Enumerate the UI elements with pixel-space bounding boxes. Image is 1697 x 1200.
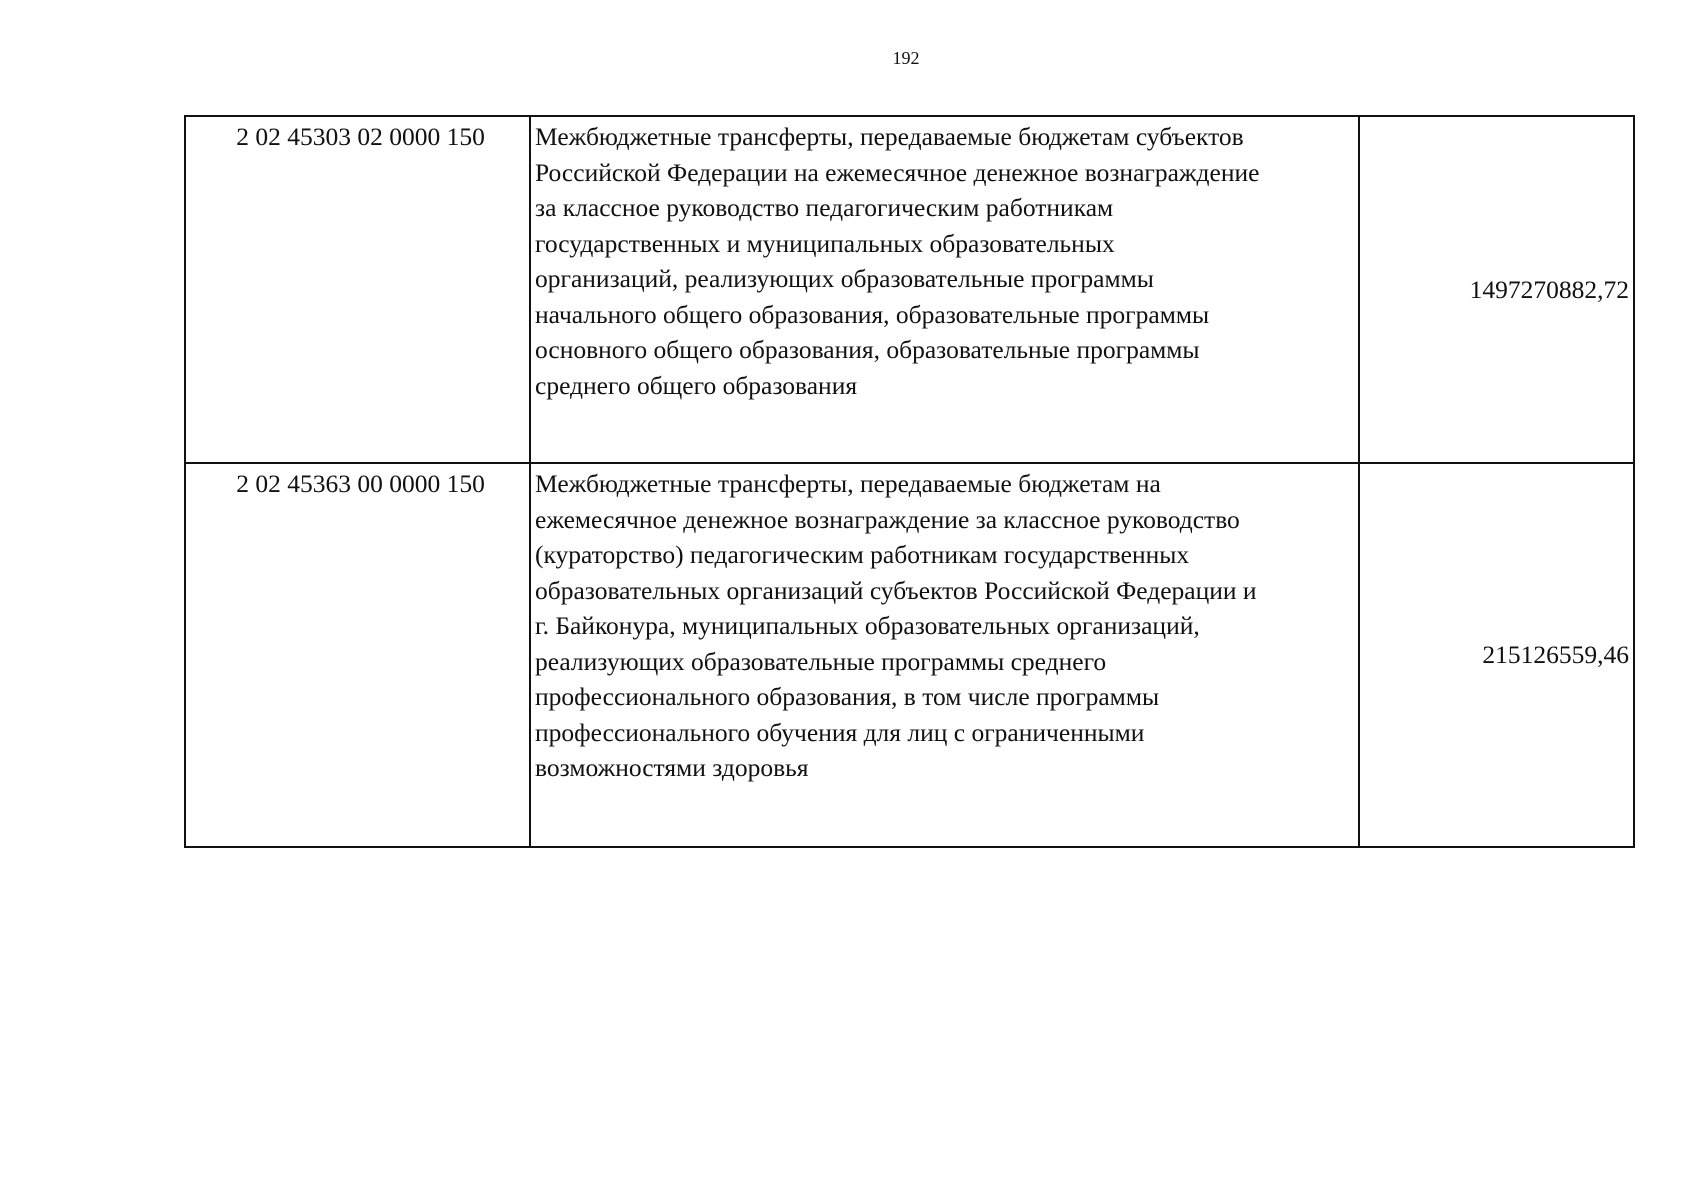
description-line: реализующих образовательные программы среднего [535, 646, 1107, 676]
description-line: Российской Федерации на ежемесячное денежное вознаграждение [535, 157, 1260, 187]
description-line: Межбюджетные трансферты, передаваемые бюджетам на [535, 469, 1161, 498]
description-line: организаций, реализующих образовательные программы [535, 264, 1154, 293]
budget-code-cell: 2 02 45303 02 0000 150 [185, 116, 530, 463]
description-line: профессионального обучения для лиц с ограниченными [535, 717, 1145, 747]
description-line: г. Байконура, муниципальных образовательных организаций, [535, 611, 1200, 640]
description-line: образовательных организаций субъектов Российской Федерации и [535, 575, 1257, 605]
amount-cell: 1497270882,72 [1359, 116, 1634, 463]
description-cell [530, 463, 1359, 847]
budget-table [184, 115, 1635, 848]
amount-cell: 215126559,46 [1359, 463, 1634, 847]
table-row [185, 463, 1634, 847]
description-line: профессионального образования, в том числе программы [535, 682, 1160, 711]
description-cell [530, 116, 1359, 463]
description-line: среднего общего образования [535, 370, 858, 400]
description-line: Межбюджетные трансферты, передаваемые бюджетам субъектов [535, 122, 1244, 151]
budget-code-cell: 2 02 45363 00 0000 150 [185, 463, 530, 847]
description-line: начального общего образования, образовательные программы [535, 299, 1210, 329]
page-number: 192 [892, 48, 920, 68]
description-line: государственных и муниципальных образовательных [535, 228, 1115, 258]
description-line: ежемесячное денежное вознаграждение за классное руководство [535, 504, 1240, 534]
description-line: основного общего образования, образовательные программы [535, 335, 1200, 364]
description-line: возможностями здоровья [535, 753, 809, 782]
table-row [185, 116, 1634, 463]
description-line: (кураторство) педагогическим работникам государственных [535, 540, 1190, 569]
description-line: за классное руководство педагогическим работникам [535, 193, 1114, 222]
